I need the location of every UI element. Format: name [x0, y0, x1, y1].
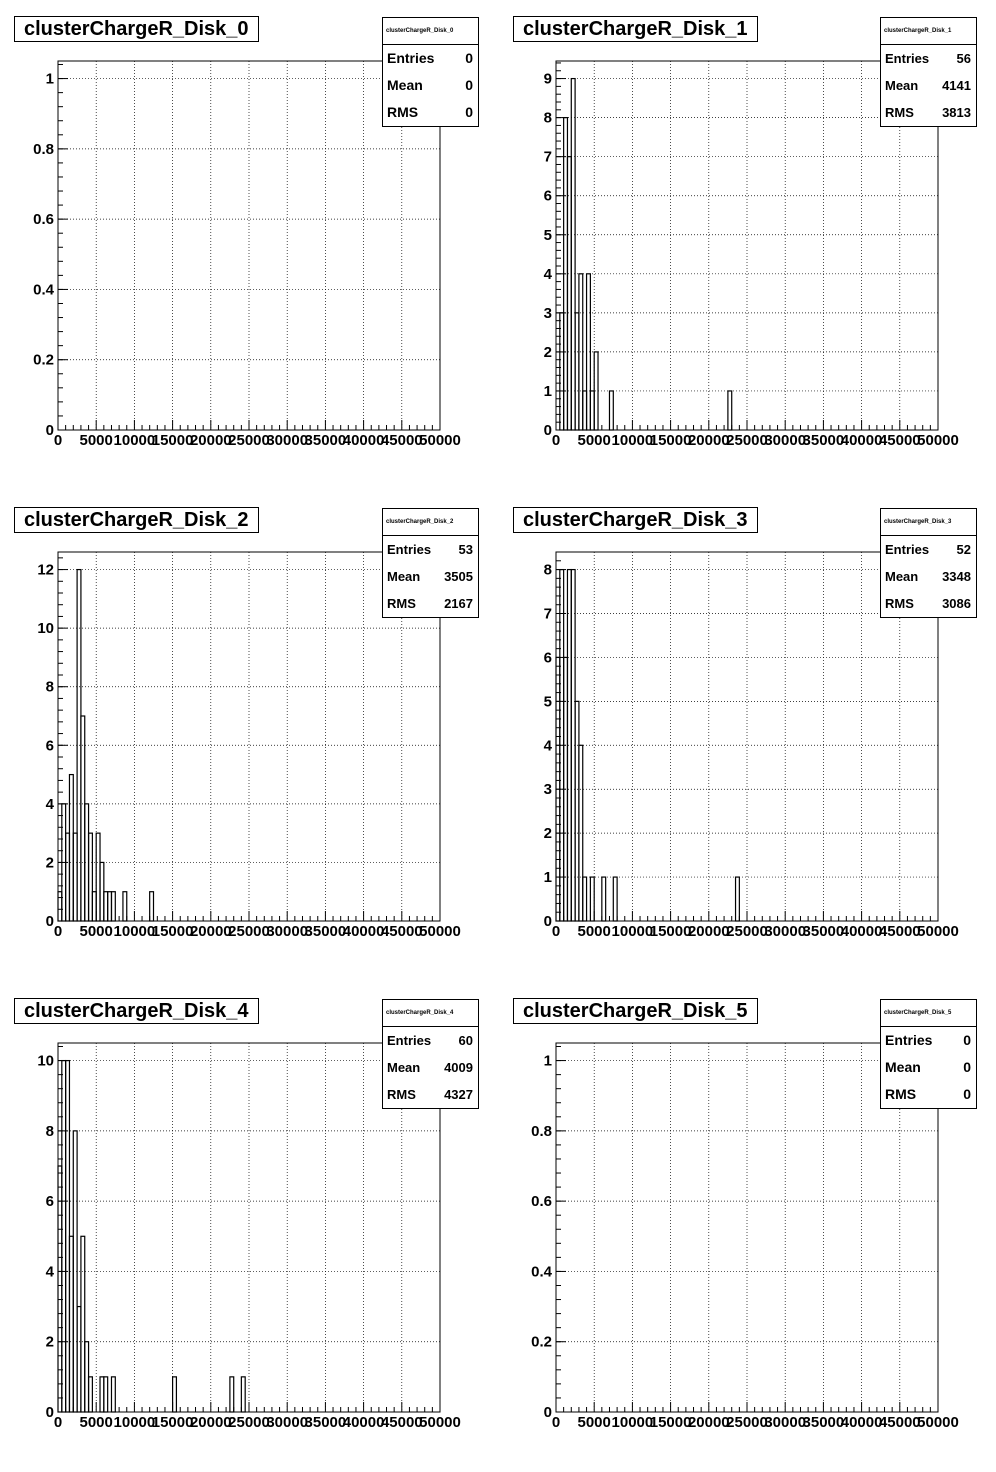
- x-tick-label: 10000: [611, 432, 654, 449]
- histogram-bin: [123, 892, 127, 921]
- x-tick-label: 25000: [228, 1414, 270, 1431]
- x-tick-label: 20000: [189, 923, 232, 940]
- pad-title-disk-5: clusterChargeR_Disk_5: [513, 998, 758, 1024]
- x-tick-label: 35000: [802, 923, 845, 940]
- y-tick-label: 6: [543, 649, 552, 667]
- y-tick-label: 12: [37, 561, 54, 579]
- y-tick-label: 1: [45, 70, 54, 88]
- x-tick-label: 40000: [840, 432, 883, 449]
- stats-entries-value: 52: [956, 542, 971, 557]
- x-tick-label: 40000: [342, 1414, 385, 1431]
- y-tick-label: 0.2: [33, 351, 54, 369]
- stats-box-disk-0: [382, 17, 479, 127]
- stats-rms-value: 2167: [444, 596, 473, 611]
- x-tick-label: 20000: [189, 432, 232, 449]
- stats-entries-value: 60: [458, 1033, 473, 1048]
- stats-entries-value: 53: [458, 542, 473, 557]
- histogram-bin: [104, 1377, 108, 1412]
- stats-mean-value: 4009: [444, 1060, 473, 1075]
- x-tick-label: 30000: [266, 432, 309, 449]
- histogram-bin: [150, 892, 154, 921]
- stats-hist-name: clusterChargeR_Disk_0: [383, 18, 478, 45]
- y-tick-label: 0: [45, 1404, 54, 1421]
- x-tick-label: 0: [53, 1414, 63, 1431]
- x-tick-label: 10000: [113, 432, 156, 449]
- stats-rms-label: RMS: [387, 104, 419, 120]
- stats-mean-label: Mean: [885, 78, 919, 93]
- x-tick-label: 35000: [304, 923, 347, 940]
- stats-mean-row: [383, 1054, 478, 1081]
- histogram-bin: [602, 877, 606, 921]
- x-tick-label: 45000: [380, 432, 423, 449]
- y-tick-label: 0.4: [531, 1263, 552, 1281]
- x-tick-label: 15000: [649, 1414, 692, 1431]
- histogram-bin: [583, 877, 587, 921]
- stats-entries-row: [383, 45, 478, 72]
- stats-rms-row: [383, 590, 478, 617]
- stats-entries-label: Entries: [387, 1033, 432, 1048]
- x-tick-label: 45000: [380, 1414, 423, 1431]
- stats-entries-row: [881, 45, 976, 72]
- y-tick-label: 6: [45, 1193, 54, 1211]
- histogram-bin: [594, 352, 598, 430]
- stats-rms-row: [383, 1081, 478, 1108]
- y-tick-label: 3: [543, 304, 552, 322]
- y-tick-label: 10: [37, 1052, 54, 1070]
- stats-box-disk-4: [382, 999, 479, 1109]
- x-tick-label: 50000: [917, 432, 959, 449]
- y-tick-label: 3: [543, 781, 552, 799]
- x-tick-label: 45000: [878, 432, 921, 449]
- stats-mean-label: Mean: [885, 569, 919, 584]
- stats-mean-label: Mean: [885, 1059, 921, 1075]
- stats-entries-value: 0: [465, 50, 473, 66]
- histogram-bin: [230, 1377, 234, 1412]
- y-tick-label: 9: [543, 70, 552, 88]
- histogram-bin: [173, 1377, 177, 1412]
- y-tick-label: 2: [45, 854, 54, 872]
- x-tick-label: 5000: [577, 432, 611, 449]
- y-tick-label: 6: [543, 187, 552, 205]
- stats-box-disk-2: [382, 508, 479, 618]
- stats-entries-value: 0: [963, 1032, 971, 1048]
- x-tick-label: 30000: [266, 923, 309, 940]
- x-tick-label: 30000: [764, 432, 807, 449]
- pad-title-disk-3: clusterChargeR_Disk_3: [513, 507, 758, 533]
- stats-rms-row: [881, 590, 976, 617]
- stats-hist-name: clusterChargeR_Disk_1: [881, 18, 976, 45]
- x-tick-label: 35000: [802, 432, 845, 449]
- x-tick-label: 15000: [151, 923, 194, 940]
- stats-rms-row: [881, 1081, 976, 1108]
- x-tick-label: 15000: [649, 432, 692, 449]
- y-tick-label: 1: [543, 382, 552, 400]
- x-tick-label: 35000: [304, 432, 347, 449]
- y-tick-label: 0: [45, 913, 54, 930]
- y-tick-label: 8: [543, 561, 552, 579]
- stats-rms-label: RMS: [885, 105, 914, 120]
- stats-mean-row: [383, 72, 478, 99]
- y-tick-label: 0: [45, 422, 54, 439]
- x-tick-label: 50000: [419, 923, 461, 940]
- y-tick-label: 0: [543, 422, 552, 439]
- x-tick-label: 35000: [802, 1414, 845, 1431]
- y-tick-label: 10: [37, 620, 54, 638]
- stats-entries-row: [881, 1027, 976, 1054]
- y-tick-label: 2: [543, 825, 552, 843]
- histogram-bin: [241, 1377, 245, 1412]
- stats-entries-row: [383, 536, 478, 563]
- y-tick-label: 8: [45, 678, 54, 696]
- x-tick-label: 10000: [611, 1414, 654, 1431]
- pad-title-disk-1: clusterChargeR_Disk_1: [513, 16, 758, 42]
- histogram-bin: [111, 1377, 115, 1412]
- y-tick-label: 6: [45, 737, 54, 755]
- x-tick-label: 0: [53, 923, 63, 940]
- x-tick-label: 15000: [151, 432, 194, 449]
- x-tick-label: 25000: [228, 432, 270, 449]
- x-tick-label: 20000: [189, 1414, 232, 1431]
- y-tick-label: 1: [543, 1052, 552, 1070]
- stats-mean-value: 0: [963, 1059, 971, 1075]
- y-tick-label: 5: [543, 226, 552, 244]
- x-tick-label: 5000: [79, 923, 113, 940]
- y-tick-label: 1: [543, 869, 552, 887]
- y-tick-label: 4: [45, 1263, 54, 1281]
- stats-box-disk-3: [880, 508, 977, 618]
- x-tick-label: 40000: [840, 923, 883, 940]
- stats-rms-row: [881, 99, 976, 126]
- y-tick-label: 0.2: [531, 1333, 552, 1351]
- x-tick-label: 40000: [342, 432, 385, 449]
- stats-entries-label: Entries: [885, 51, 930, 66]
- x-tick-label: 5000: [577, 923, 611, 940]
- x-tick-label: 25000: [726, 1414, 768, 1431]
- x-tick-label: 25000: [726, 923, 768, 940]
- stats-entries-row: [383, 1027, 478, 1054]
- x-tick-label: 10000: [113, 923, 156, 940]
- y-tick-label: 0.6: [531, 1193, 552, 1211]
- y-tick-label: 0.8: [33, 140, 54, 158]
- y-tick-label: 8: [543, 109, 552, 127]
- x-tick-label: 5000: [79, 1414, 113, 1431]
- histogram-bin: [728, 391, 732, 430]
- histogram-bin: [613, 877, 617, 921]
- x-tick-label: 20000: [687, 432, 730, 449]
- stats-rms-label: RMS: [885, 596, 914, 611]
- y-tick-label: 0.8: [531, 1122, 552, 1140]
- pad-title-disk-4: clusterChargeR_Disk_4: [14, 998, 259, 1024]
- stats-entries-value: 56: [956, 51, 971, 66]
- stats-hist-name: clusterChargeR_Disk_3: [881, 509, 976, 536]
- stats-box-disk-1: [880, 17, 977, 127]
- stats-rms-row: [383, 99, 478, 126]
- x-tick-label: 30000: [764, 1414, 807, 1431]
- y-tick-label: 0.6: [33, 211, 54, 229]
- stats-hist-name: clusterChargeR_Disk_4: [383, 1000, 478, 1027]
- stats-entries-label: Entries: [885, 1032, 933, 1048]
- histogram-bin: [590, 877, 594, 921]
- x-tick-label: 15000: [649, 923, 692, 940]
- x-tick-label: 5000: [577, 1414, 611, 1431]
- stats-mean-label: Mean: [387, 569, 421, 584]
- x-tick-label: 25000: [726, 432, 768, 449]
- stats-rms-label: RMS: [885, 1086, 917, 1102]
- x-tick-label: 0: [551, 1414, 561, 1431]
- x-tick-label: 10000: [113, 1414, 156, 1431]
- histogram-bin: [609, 391, 613, 430]
- stats-mean-row: [881, 72, 976, 99]
- y-tick-label: 2: [543, 343, 552, 361]
- x-tick-label: 45000: [380, 923, 423, 940]
- histogram-bin: [736, 877, 740, 921]
- x-tick-label: 10000: [611, 923, 654, 940]
- stats-entries-row: [881, 536, 976, 563]
- x-tick-label: 50000: [917, 923, 959, 940]
- y-tick-label: 4: [543, 737, 552, 755]
- stats-mean-row: [881, 1054, 976, 1081]
- y-tick-label: 4: [45, 795, 54, 813]
- stats-rms-value: 0: [465, 104, 473, 120]
- x-tick-label: 50000: [419, 1414, 461, 1431]
- x-tick-label: 40000: [342, 923, 385, 940]
- stats-mean-label: Mean: [387, 1060, 421, 1075]
- x-tick-label: 0: [551, 923, 561, 940]
- stats-entries-label: Entries: [885, 542, 930, 557]
- x-tick-label: 40000: [840, 1414, 883, 1431]
- stats-mean-value: 3348: [942, 569, 971, 584]
- stats-rms-value: 0: [963, 1086, 971, 1102]
- stats-rms-value: 4327: [444, 1087, 473, 1102]
- x-tick-label: 50000: [419, 432, 461, 449]
- x-tick-label: 15000: [151, 1414, 194, 1431]
- x-tick-label: 5000: [79, 432, 113, 449]
- y-tick-label: 2: [45, 1333, 54, 1351]
- x-tick-label: 30000: [266, 1414, 309, 1431]
- stats-mean-label: Mean: [387, 77, 423, 93]
- y-tick-label: 7: [543, 148, 552, 166]
- x-tick-label: 45000: [878, 923, 921, 940]
- histogram-bin: [89, 1377, 93, 1412]
- stats-mean-value: 4141: [942, 78, 971, 93]
- pad-title-disk-2: clusterChargeR_Disk_2: [14, 507, 259, 533]
- x-tick-label: 30000: [764, 923, 807, 940]
- stats-mean-row: [383, 563, 478, 590]
- x-tick-label: 20000: [687, 923, 730, 940]
- x-tick-label: 25000: [228, 923, 270, 940]
- y-tick-label: 5: [543, 693, 552, 711]
- stats-entries-label: Entries: [387, 50, 435, 66]
- stats-box-disk-5: [880, 999, 977, 1109]
- x-tick-label: 35000: [304, 1414, 347, 1431]
- stats-hist-name: clusterChargeR_Disk_2: [383, 509, 478, 536]
- y-tick-label: 0.4: [33, 281, 54, 299]
- x-tick-label: 50000: [917, 1414, 959, 1431]
- x-tick-label: 0: [53, 432, 63, 449]
- x-tick-label: 20000: [687, 1414, 730, 1431]
- histogram-bin: [111, 892, 115, 921]
- stats-mean-value: 0: [465, 77, 473, 93]
- stats-rms-label: RMS: [387, 596, 416, 611]
- x-tick-label: 0: [551, 432, 561, 449]
- stats-rms-value: 3813: [942, 105, 971, 120]
- y-tick-label: 4: [543, 265, 552, 283]
- stats-rms-label: RMS: [387, 1087, 416, 1102]
- y-tick-label: 0: [543, 913, 552, 930]
- y-tick-label: 0: [543, 1404, 552, 1421]
- y-tick-label: 7: [543, 605, 552, 623]
- stats-mean-value: 3505: [444, 569, 473, 584]
- stats-mean-row: [881, 563, 976, 590]
- stats-entries-label: Entries: [387, 542, 432, 557]
- y-tick-label: 8: [45, 1122, 54, 1140]
- stats-rms-value: 3086: [942, 596, 971, 611]
- x-tick-label: 45000: [878, 1414, 921, 1431]
- pad-title-disk-0: clusterChargeR_Disk_0: [14, 16, 259, 42]
- stats-hist-name: clusterChargeR_Disk_5: [881, 1000, 976, 1027]
